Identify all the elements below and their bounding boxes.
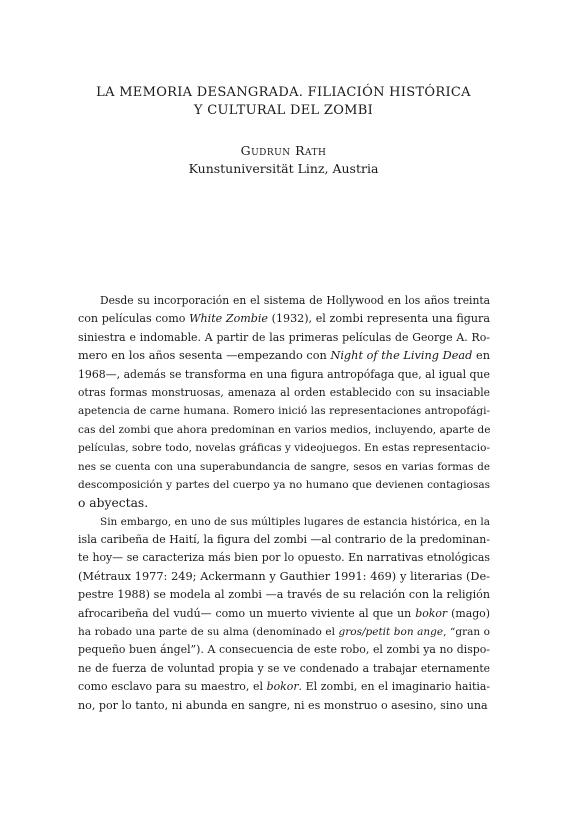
text-line: isla caribeña de Haití, la figura del zombi —al contrario de la predominan-	[78, 533, 490, 547]
text-line: o abyectas.	[78, 496, 149, 511]
text-line: pestre 1988) se modela al zombi —a través de su relación con la religión	[78, 588, 490, 602]
text-line	[78, 678, 490, 696]
text-line: pequeño buen ángel”). A consecuencia de este robo, el zombi ya no dispo-	[78, 643, 490, 657]
text-run: , “gran o	[443, 626, 490, 639]
text-line	[78, 605, 490, 623]
text-line	[78, 623, 490, 641]
text-run: . El zombi, en el imaginario haitia-	[298, 680, 491, 694]
text-line: 1968—, además se transforma en una figura antropófaga que, al igual que	[78, 367, 490, 381]
title-line-2: Y CULTURAL DEL ZOMBI	[193, 103, 374, 118]
text-line: siniestra e indomable. A partir de las primeras películas de George A. Ro-	[78, 330, 490, 344]
article-body	[78, 292, 490, 715]
text-line: Sin embargo, en uno de sus múltiples lugares de estancia histórica, en la	[100, 515, 491, 528]
italic-title: bokor	[266, 680, 299, 694]
italic-title: gros/petit bon ange	[338, 626, 444, 639]
paragraph-1	[78, 292, 490, 513]
text-line: Desde su incorporación en el sistema de Hollywood en los años treinta	[100, 294, 490, 307]
text-line: te hoy— se caracteriza más bien por lo opuesto. En narrativas etnológicas	[78, 551, 490, 565]
italic-title: bokor	[415, 606, 448, 620]
text-run: en	[472, 349, 490, 363]
text-line: apetencia de carne humana. Romero inició las representaciones antropofági-	[78, 405, 490, 418]
text-run: (mago)	[447, 606, 490, 620]
text-run: afrocaribeña del vudú— como un muerto viviente al que un	[78, 606, 416, 620]
text-line: descomposición y partes del cuerpo ya no humano que devienen contagiosas	[78, 478, 490, 491]
text-line: ne de fuerza de voluntad propia y se ve condenado a trabajar eternamente	[78, 661, 490, 675]
author-block	[40, 142, 527, 178]
text-run: mero en los años sesenta —empezando con	[78, 349, 331, 363]
text-line: películas, sobre todo, novelas gráficas y videojuegos. En estas representacio-	[78, 442, 490, 455]
text-line	[78, 347, 490, 365]
italic-title: Night of the Living Dead	[330, 349, 473, 363]
author-name: Gudrun Rath	[240, 143, 327, 158]
text-line: cas del zombi que ahora predominan en varios medios, incluyendo, aparte de	[78, 423, 491, 436]
author-affiliation: Kunstuniversität Linz, Austria	[188, 161, 379, 176]
text-run: ha robado una parte de su alma (denominado el	[78, 626, 339, 639]
italic-title: White Zombie	[189, 312, 268, 326]
article-title	[40, 84, 527, 120]
text-line	[78, 310, 490, 328]
paragraph-2	[78, 513, 490, 715]
title-line-1: LA MEMORIA DESANGRADA. FILIACIÓN HISTÓRICA	[96, 85, 471, 100]
text-line: otras formas monstruosas, amenaza al orden establecido con su insaciable	[78, 385, 490, 399]
text-run: con películas como	[78, 312, 190, 326]
text-line: no, por lo tanto, ni abunda en sangre, ni es monstruo o asesino, sino una	[78, 698, 488, 712]
text-run: (1932), el zombi representa una figura	[268, 312, 490, 326]
text-line: nes se cuenta con una superabundancia de sangre, sesos en varias formas de	[78, 460, 490, 473]
text-run: como esclavo para su maestro, el	[78, 680, 267, 694]
text-line: (Métraux 1977: 249; Ackermann y Gauthier 1991: 469) y literarias (De-	[78, 569, 490, 583]
